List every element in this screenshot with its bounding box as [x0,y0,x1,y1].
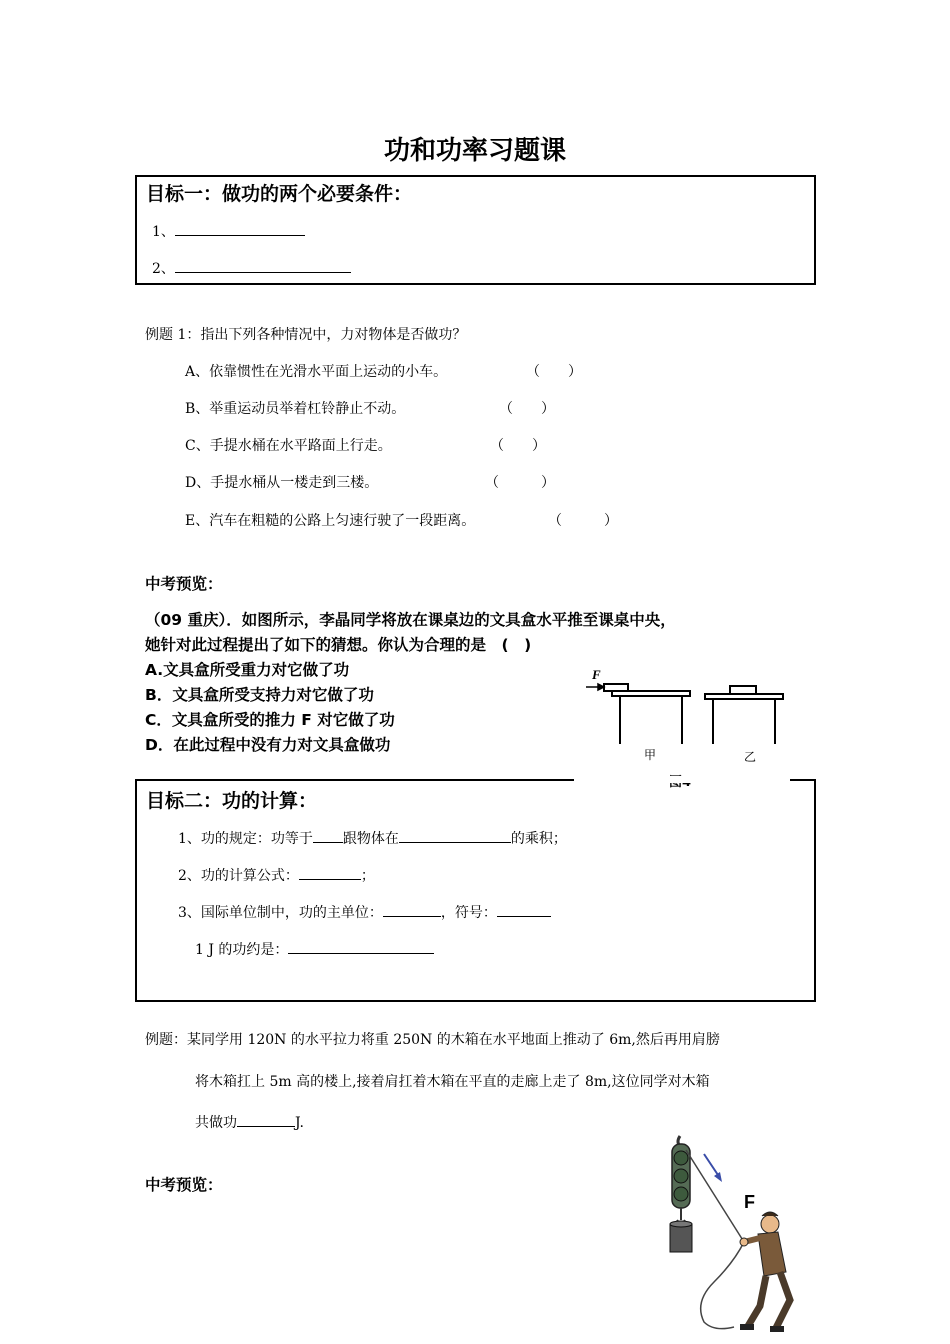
desk-left [604,684,690,744]
goal1-line1 [152,221,305,241]
example2-line2: 将木箱扛上 5m 高的楼上,接着肩扛着木箱在平直的走廊上走了 8m,这位同学对木箱 [195,1074,710,1090]
pull-rope [686,1150,744,1242]
pulley-wheel-mid [674,1169,688,1183]
preview1-heading: 中考预览： [145,575,223,593]
example1-option-b: B、举重运动员举着杠铃静止不动。 [185,401,406,417]
example2-blank[interactable] [237,1112,295,1127]
example2-line3 [195,1112,304,1132]
person-leg1 [748,1276,766,1326]
preview1-option-d: D．在此过程中没有力对文具盒做功 [145,736,391,754]
pulley-wheel-top [674,1151,688,1165]
example1-paren-e[interactable]: （ ） [548,513,618,529]
person-head [761,1215,779,1233]
figure-label-yi: 乙 [743,750,757,764]
pulley-figure [662,1132,802,1340]
preview1-option-a: A.文具盒所受重力对它做了功 [145,661,350,679]
example1-option-d: D、手提水桶从一楼走到三楼。 [185,475,379,491]
goal1-blank1[interactable] [175,221,305,236]
preview1-stem-line2: 她针对此过程提出了如下的猜想。你认为合理的是 ( ) [145,636,532,654]
goal1-line1-label: 1、 [152,224,175,240]
pencil-box-right [730,686,756,694]
goal2-box-gap [574,776,790,783]
goal2-blank1[interactable] [313,828,343,843]
example1-option-c: C、手提水桶在水平路面上行走。 [185,438,392,454]
pulley-force-label: F [744,1192,755,1212]
example1-option-e: E、汽车在粗糙的公路上匀速行驶了一段距离。 [185,513,476,529]
pencil-box-left [604,684,628,691]
pull-arrow-head [714,1172,722,1182]
goal2-blank2[interactable] [399,828,511,843]
goal1-line2 [152,258,351,278]
example1-paren-a[interactable]: （ ） [526,364,582,380]
preview1-option-c: C．文具盒所受的推力 F 对它做了功 [145,711,395,729]
goal2-item3-b: ，符号： [440,905,497,921]
desk-figure [578,664,794,794]
goal1-blank2[interactable] [175,258,351,273]
person-body [758,1232,786,1276]
goal2-item1-b: 跟物体在 [342,831,399,847]
goal2-item1-c: 的乘积； [510,831,567,847]
example1-paren-c[interactable]: （ ） [490,438,546,454]
example2-line1: 例题：某同学用 120N 的水平拉力将重 250N 的木箱在水平地面上推动了 6m,然后再用肩膀 [145,1032,720,1048]
preview1-option-b: B．文具盒所受支持力对它做了功 [145,686,374,704]
goal2-item4-a: 1 J 的功约是： [195,942,289,958]
goal2-item2 [178,865,375,885]
force-label-f: F [592,667,601,682]
example1-paren-b[interactable]: （ ） [499,401,555,417]
goal2-blank4[interactable] [383,902,441,917]
example1-paren-d[interactable]: （ ） [485,475,555,491]
figure-label-jia: 甲 [643,748,657,762]
goal2-item1 [178,828,567,848]
goal2-item3 [178,902,551,922]
goal2-blank6[interactable] [288,939,434,954]
person-leg2 [776,1272,790,1328]
desk-right [705,686,783,744]
goal2-item2-a: 2、功的计算公式： [178,868,299,884]
preview1-stem-line1: （09 重庆）．如图所示，李晶同学将放在课桌边的文具盒水平推至课桌中央， [145,611,676,629]
weight-block [670,1224,692,1252]
rope-slack [701,1242,744,1329]
example2-line3-a: 共做功 [195,1115,237,1131]
page-title: 功和功率习题课 [383,136,566,166]
goal2-blank5[interactable] [497,902,551,917]
goal2-item2-b: ； [360,868,375,884]
goal2-item4 [195,939,434,959]
example1-stem: 例题 1：指出下列各种情况中，力对物体是否做功？ [145,327,467,343]
pulley-wheel-low [674,1187,688,1201]
goal1-line2-label: 2、 [152,261,175,277]
goal2-blank3[interactable] [299,865,361,880]
example1-option-a: A、依靠惯性在光滑水平面上运动的小车。 [185,364,448,380]
preview2-heading: 中考预览： [145,1176,223,1194]
goal2-item3-a: 3、国际单位制中，功的主单位： [178,905,383,921]
force-arrow [586,684,604,690]
goal1-heading: 目标一：做功的两个必要条件： [146,183,413,205]
example2-line3-b: J. [295,1115,304,1131]
goal2-item1-a: 1、功的规定：功等于 [178,831,313,847]
goal2-heading: 目标二：功的计算： [146,790,318,812]
